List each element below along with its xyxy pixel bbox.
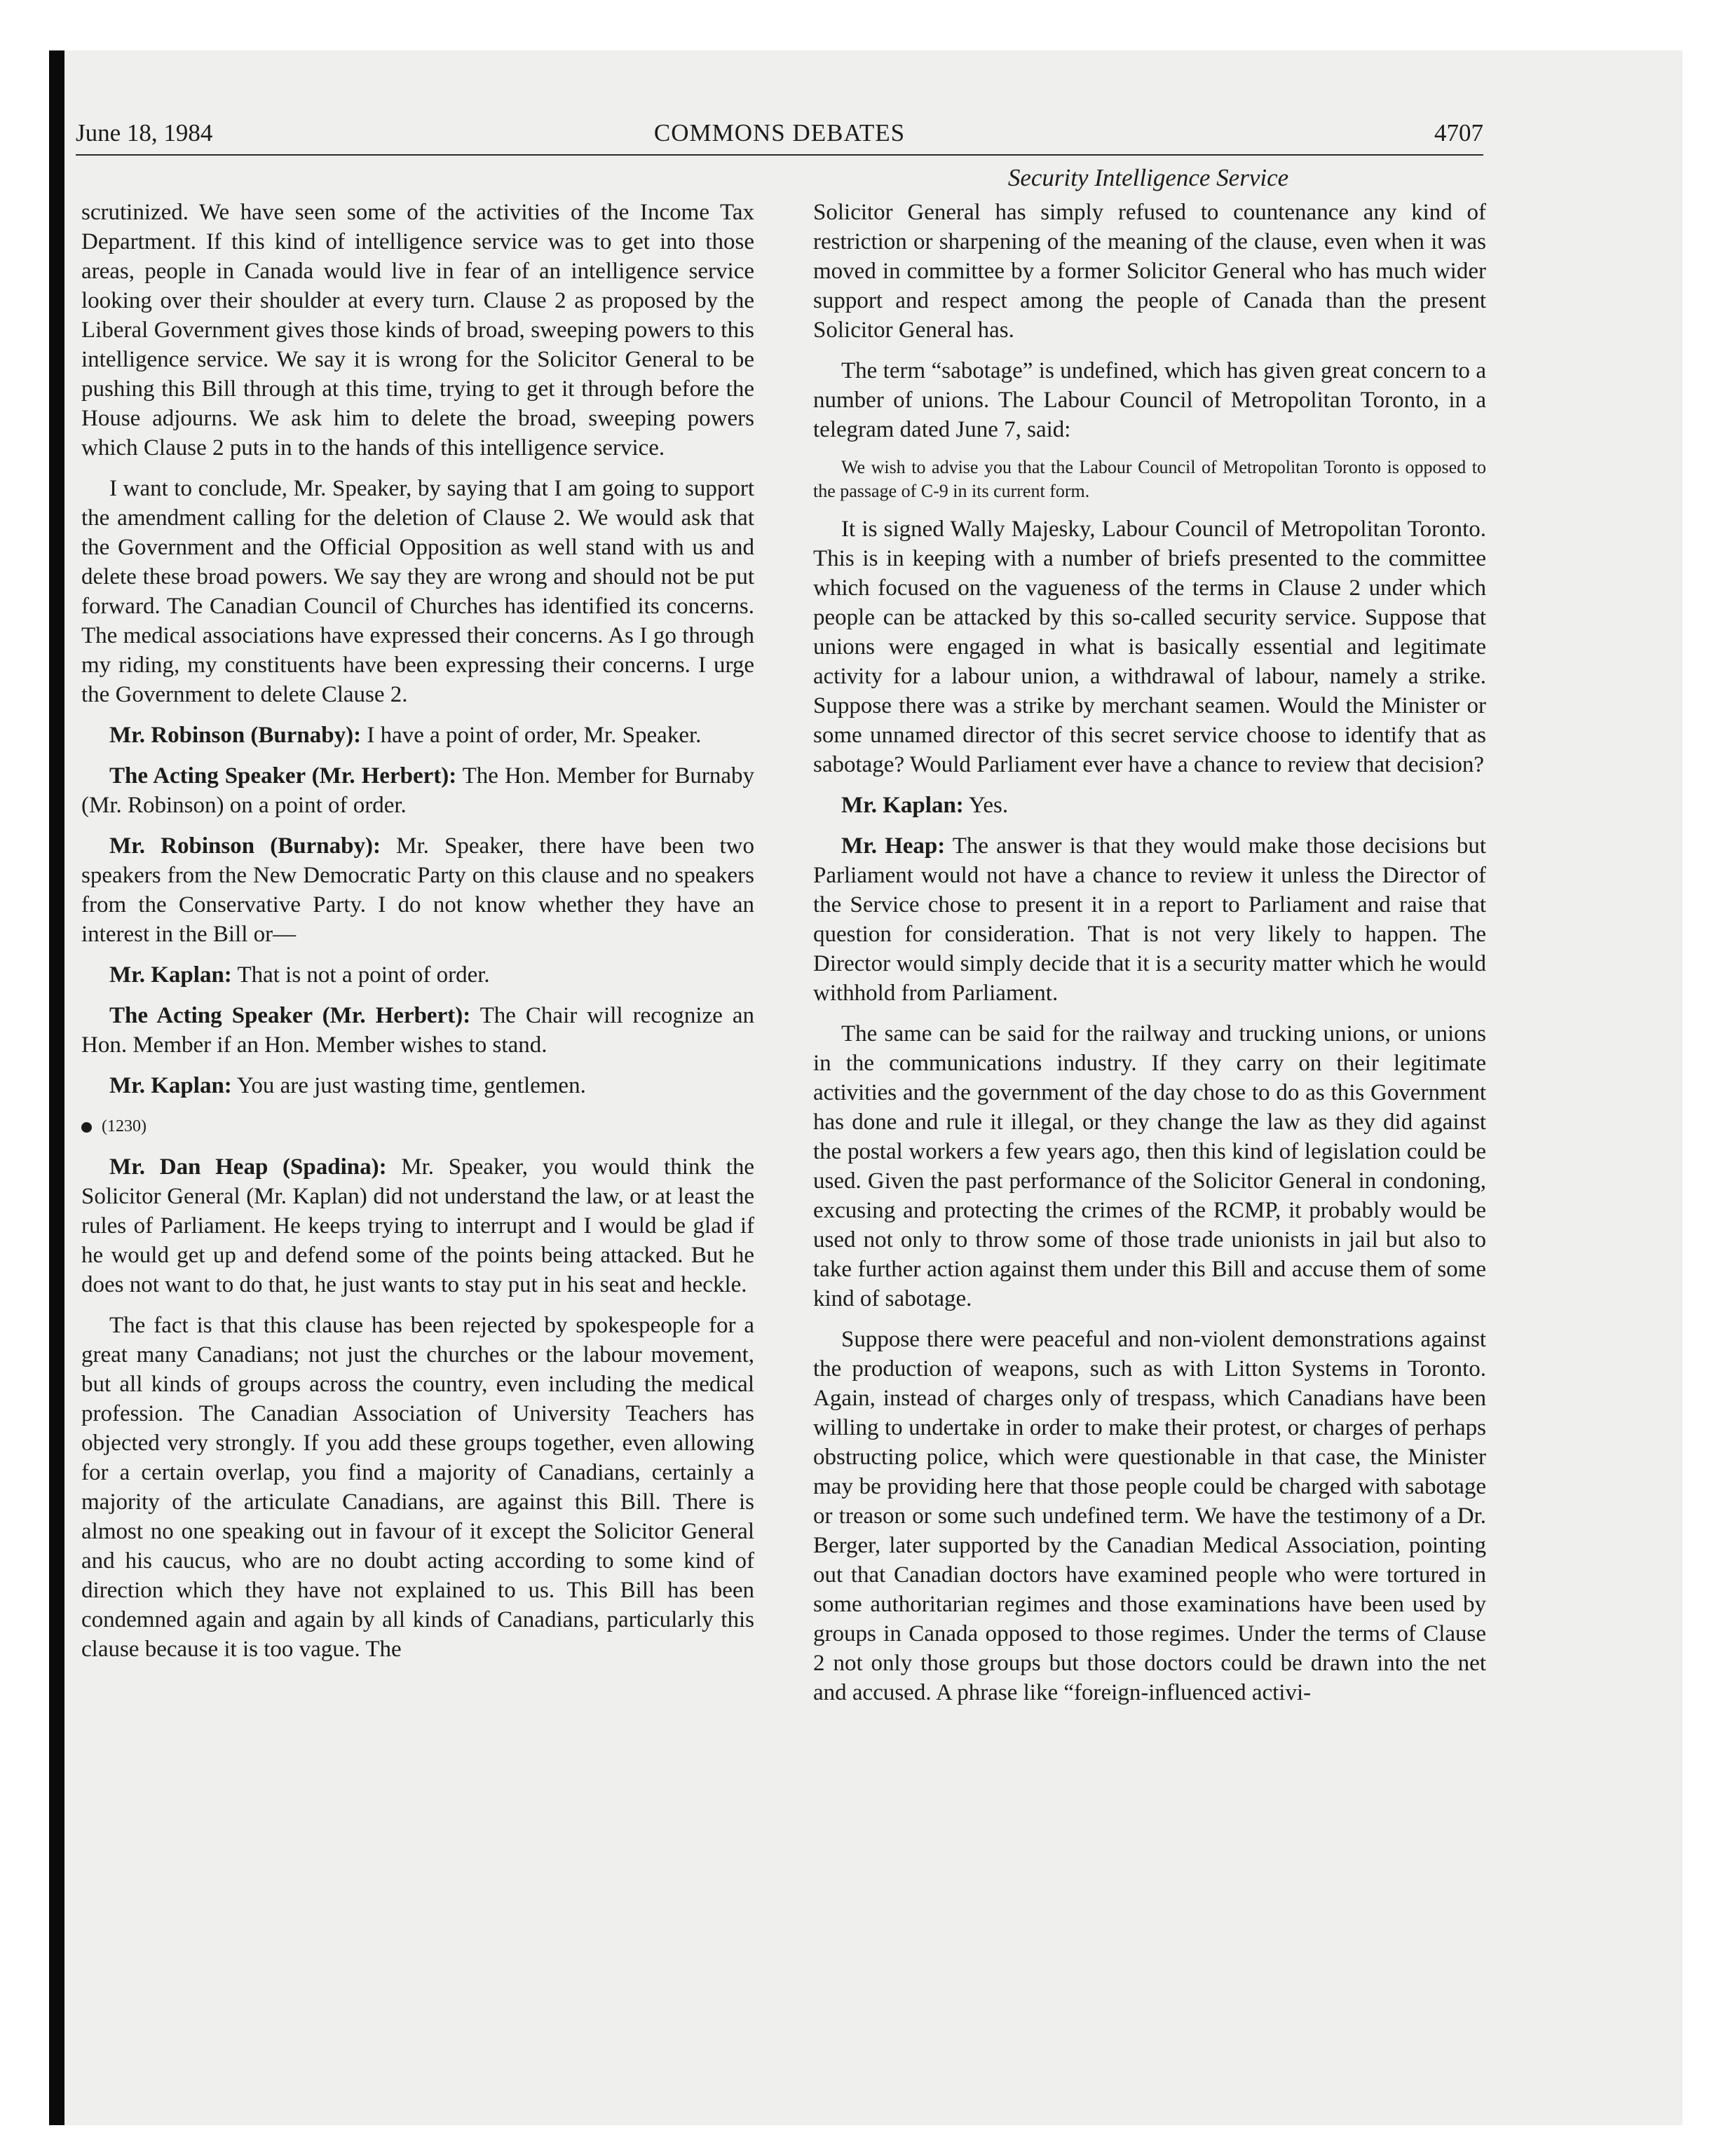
scan-border-left (49, 50, 64, 2125)
paragraph: The term “sabotage” is undefined, which has given great concern to a number of unions. The Labour Council of Metropolitan Toronto, in a telegram dated June 7, said: (813, 358, 1486, 442)
paragraph: I want to conclude, Mr. Speaker, by saying that I am going to support the amendment calling for the deletion of Clause 2. We would ask that the Government and the Official Opposition as well stand with us and delete these broad powers. We say they are wrong and should not be put forward. The Canadian Council of Churches has identified its concerns. The medical associations have expressed their concerns. As I go through my riding, my constituents have been expressing their concerns. I urge the Government to delete Clause 2. (81, 476, 754, 707)
speech (81, 1001, 754, 1060)
speaker-name: Mr. Robinson (Burnaby): (109, 723, 362, 748)
speech (81, 960, 754, 990)
time-marker-text: (1230) (102, 1117, 147, 1135)
speaker-name: Mr. Kaplan: (841, 793, 964, 818)
paragraph: The fact is that this clause has been rejected by spokespeople for a great many Canadians; not just the churches or the labour movement, but all kinds of groups across the country, even including the medical profession. The Canadian Association of University Teachers has objected very strongly. If you add these groups together, even allowing for a certain overlap, you find a majority of Canadians, certainly a majority of the articulate Canadians, are against this Bill. There is almost no one speaking out in favour of it except the Solicitor General and his caucus, who are no doubt acting according to some kind of direction which they have not explained to us. This Bill has been condemned again and again by all kinds of Canadians, particularly this clause because it is too vague. The (81, 1313, 754, 1662)
speech-text: The Hon. Member for Burnaby (Mr. Robinson) on a point of order. (81, 763, 754, 818)
speech (813, 831, 1486, 1008)
speech (81, 1152, 754, 1299)
speech-text: The Chair will recognize an Hon. Member if an Hon. Member wishes to stand. (81, 1003, 754, 1058)
speech-text: That is not a point of order. (231, 962, 490, 988)
speech (81, 831, 754, 949)
speaker-name: Mr. Dan Heap (Spadina): (109, 1154, 387, 1180)
paragraph: Solicitor General has simply refused to countenance any kind of restriction or sharpening of the meaning of the clause, even when it was moved in committee by a former Solicitor General who has much wider support and respect among the people of Canada than the present Solicitor General has. (813, 200, 1486, 343)
header-date: June 18, 1984 (76, 119, 213, 146)
running-header (76, 112, 1483, 156)
paragraph: scrutinized. We have seen some of the activities of the Income Tax Department. If this kind of intelligence service was to get into those areas, people in Canada would live in fear of an intelligence service looking over their shoulder at every turn. Clause 2 as proposed by the Liberal Government gives those kinds of broad, sweeping powers to this intelligence service. We say it is wrong for the Solicitor General to be pushing this Bill through at this time, trying to get it through before the House adjourns. We ask him to delete the broad, sweeping powers which Clause 2 puts in to the hands of this intelligence service. (81, 200, 754, 460)
speaker-name: Mr. Kaplan: (109, 1073, 232, 1098)
left-column (81, 198, 754, 1675)
speech (81, 1071, 754, 1100)
speech (813, 791, 1486, 820)
section-title: Security Intelligence Service (1007, 164, 1289, 191)
speech-text: The answer is that they would make those decisions but Parliament would not have a chance to review it unless the Director of the Service chose to present it in a report to Parliament and raise that question for consideration. That is not very likely to happen. The Director would simply decide that it is a security matter which he would withhold from Parliament. (813, 833, 1486, 1006)
speaker-name: Mr. Robinson (Burnaby): (109, 833, 381, 859)
speech (81, 761, 754, 820)
paragraph: The same can be said for the railway and trucking unions, or unions in the communications industry. If they carry on their legitimate activities and the government of the day chose to do as this Government has done and rule it illegal, or they change the law as they did against the postal workers a few years ago, then this kind of legislation could be used. Given the past performance of the Solicitor General in condoning, excusing and protecting the crimes of the RCMP, it probably would be used not only to throw some of those trade unionists in jail but also to take further action against them under this Bill and accuse them of some kind of sabotage. (813, 1021, 1486, 1311)
right-column (813, 198, 1486, 1719)
speaker-name: The Acting Speaker (Mr. Herbert): (109, 1003, 471, 1028)
speech-text: Mr. Speaker, you would think the Solicitor General (Mr. Kaplan) did not understand the law, or at least the rules of Parliament. He keeps trying to interrupt and I would be glad if he would get up and defend some of the points being attacked. But he does not want to do that, he just wants to stay put in his seat and heckle. (81, 1154, 755, 1297)
bullet-icon (81, 1122, 92, 1133)
header-title: COMMONS DEBATES (653, 119, 906, 146)
speaker-name: Mr. Heap: (841, 833, 946, 859)
paragraph: It is signed Wally Majesky, Labour Council of Metropolitan Toronto. This is in keeping with a number of briefs presented to the committee which focused on the vagueness of the terms in Clause 2 under which people can be attacked by this so-called security service. Suppose that unions were engaged in what is basically essential and legitimate activity for a labour union, a withdrawal of labour, namely a strike. Suppose there was a strike by merchant seamen. Would the Minister or some unnamed director of this secret service choose to identify that as sabotage? Would Parliament ever have a chance to review that decision? (813, 517, 1486, 777)
speaker-name: The Acting Speaker (Mr. Herbert): (109, 763, 457, 789)
header-page-number: 4707 (1434, 119, 1483, 146)
speech-text: I have a point of order, Mr. Speaker. (361, 723, 702, 748)
time-marker (81, 1112, 754, 1141)
speech-text: Mr. Speaker, there have been two speakers from the New Democratic Party on this clause and no speakers from the Conservative Party. I do not know whether they have an interest in the Bill or— (81, 833, 754, 947)
scan-border-bottom (49, 2125, 1682, 2156)
block-quote: We wish to advise you that the Labour Council of Metropolitan Toronto is opposed to the passage of C-9 in its current form. (813, 457, 1486, 501)
speech (81, 721, 754, 750)
speaker-name: Mr. Kaplan: (109, 962, 232, 988)
paragraph: Suppose there were peaceful and non-violent demonstrations against the production of weapons, such as with Litton Systems in Toronto. Again, instead of charges only of trespass, which Canadians have been willing to undertake in order to make their protest, or charges of perhaps obstructing police, which were questionable in that case, the Minister may be providing here that those people could be charged with sabotage or treason or some such undefined term. We have the testimony of a Dr. Berger, later supported by the Canadian Medical Association, pointing out that Canadian doctors have examined people who were tortured in some authoritarian regimes and those examinations have been used by groups in Canada opposed to those regimes. Under the terms of Clause 2 not only those groups but those doctors could be drawn into the net and accused. A phrase like “foreign-influenced activi- (813, 1327, 1486, 1705)
speech-text: You are just wasting time, gentlemen. (231, 1073, 586, 1098)
speech-text: Yes. (963, 793, 1009, 818)
